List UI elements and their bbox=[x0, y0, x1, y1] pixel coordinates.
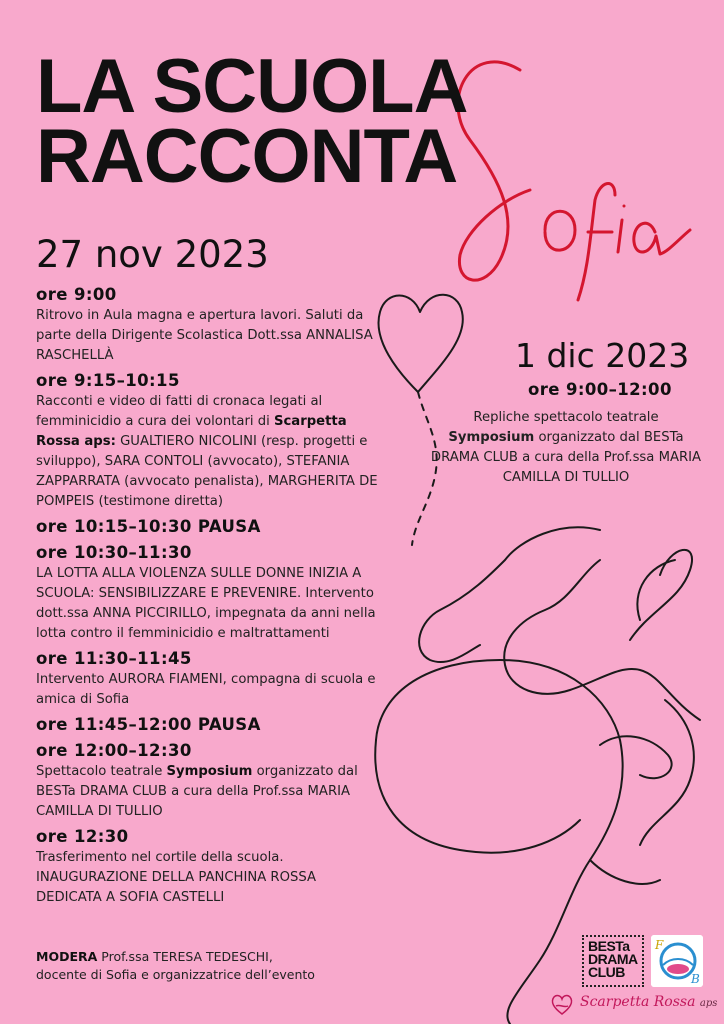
school-globe-logo bbox=[651, 935, 703, 987]
schedule-item bbox=[36, 648, 381, 710]
schedule-description: Racconti e video di fatti di cronaca legati al femminicidio a cura dei volontari di Scarpetta Rossa aps: GUALTIERO NICOLINI (resp. progetti e sviluppo), SARA CONTOLI (avvocato), STEFANIA ZAPPARRATA (avvocato penalista), MARGHERITA DE POMPEIS (testimone diretta) bbox=[36, 394, 378, 509]
logo-text-line-3: CLUB bbox=[588, 964, 625, 980]
scarpetta-name: Scarpetta Rossa bbox=[580, 994, 696, 1010]
schedule-time: ore 11:30–11:45 bbox=[36, 649, 192, 668]
besta-drama-club-logo bbox=[582, 935, 644, 987]
sofia-script-s bbox=[458, 62, 530, 280]
title-line-2: RACCONTA bbox=[36, 114, 458, 199]
schedule-description: Spettacolo teatrale Symposium organizzato dal BESTa DRAMA CLUB a cura della Prof.ssa MARIA CAMILLA DI TULLIO bbox=[36, 764, 358, 819]
scarpetta-rossa-logo bbox=[548, 990, 718, 1020]
schedule-item bbox=[36, 516, 381, 538]
heart-icon bbox=[379, 295, 463, 392]
schedule-description: Intervento AURORA FIAMENI, compagna di scuola e amica di Sofia bbox=[36, 672, 376, 707]
day2-description: Repliche spettacolo teatrale Symposium organizzato dal BESTa DRAMA CLUB a cura della Prof.ssa MARIA CAMILLA DI TULLIO bbox=[430, 410, 702, 485]
shoe-heart-icon bbox=[548, 990, 576, 1018]
moderator-credit bbox=[36, 948, 315, 984]
schedule-item bbox=[36, 542, 381, 644]
schedule-item bbox=[36, 284, 381, 366]
schedule-time: ore 10:30–11:30 bbox=[36, 543, 192, 562]
schedule-description: LA LOTTA ALLA VIOLENZA SULLE DONNE INIZIA A SCUOLA: SENSIBILIZZARE E PREVENIRE. Intervento dott.ssa ANNA PICCIRILLO, impegnata da anni nella lotta contro il femminicidio e maltrattamenti bbox=[36, 566, 376, 641]
scarpetta-suffix: aps bbox=[699, 998, 718, 1009]
modera-line-1: Prof.ssa TERESA TEDESCHI, bbox=[101, 949, 273, 964]
svg-text:B: B bbox=[691, 972, 700, 986]
schedule-description: Ritrovo in Aula magna e apertura lavori. Saluti da parte della Dirigente Scolastica Dott.ssa ANNALISA RASCHELLÀ bbox=[36, 308, 373, 363]
schedule-item bbox=[36, 370, 381, 512]
schedule-item bbox=[36, 826, 381, 908]
schedule-time: ore 9:00 bbox=[36, 285, 117, 304]
day2-time: ore 9:00–12:00 bbox=[528, 380, 672, 399]
schedule-time: ore 10:15–10:30 PAUSA bbox=[36, 517, 261, 536]
svg-text:F: F bbox=[655, 938, 664, 952]
schedule-time: ore 9:15–10:15 bbox=[36, 371, 180, 390]
schedule-item bbox=[36, 740, 381, 822]
scarpetta-logo-text bbox=[580, 994, 717, 1010]
schedule-description: Trasferimento nel cortile della scuola. INAUGURAZIONE DELLA PANCHINA ROSSA DEDICATA A SOFIA CASTELLI bbox=[36, 850, 316, 905]
day1-date: 27 nov 2023 bbox=[36, 233, 269, 276]
schedule-time: ore 11:45–12:00 PAUSA bbox=[36, 715, 261, 734]
schedule-item bbox=[36, 714, 381, 736]
title-line-1: LA SCUOLA bbox=[36, 44, 468, 129]
modera-label: MODERA bbox=[36, 949, 98, 964]
day1-schedule bbox=[36, 284, 381, 912]
schedule-time: ore 12:00–12:30 bbox=[36, 741, 192, 760]
logo-text-line-1: BESTa bbox=[588, 938, 630, 954]
modera-line-2: docente di Sofia e organizzatrice dell’evento bbox=[36, 967, 315, 982]
logo-text-line-2: DRAMA bbox=[588, 951, 638, 967]
day2-date: 1 dic 2023 bbox=[515, 336, 690, 375]
schedule-time: ore 12:30 bbox=[36, 827, 129, 846]
